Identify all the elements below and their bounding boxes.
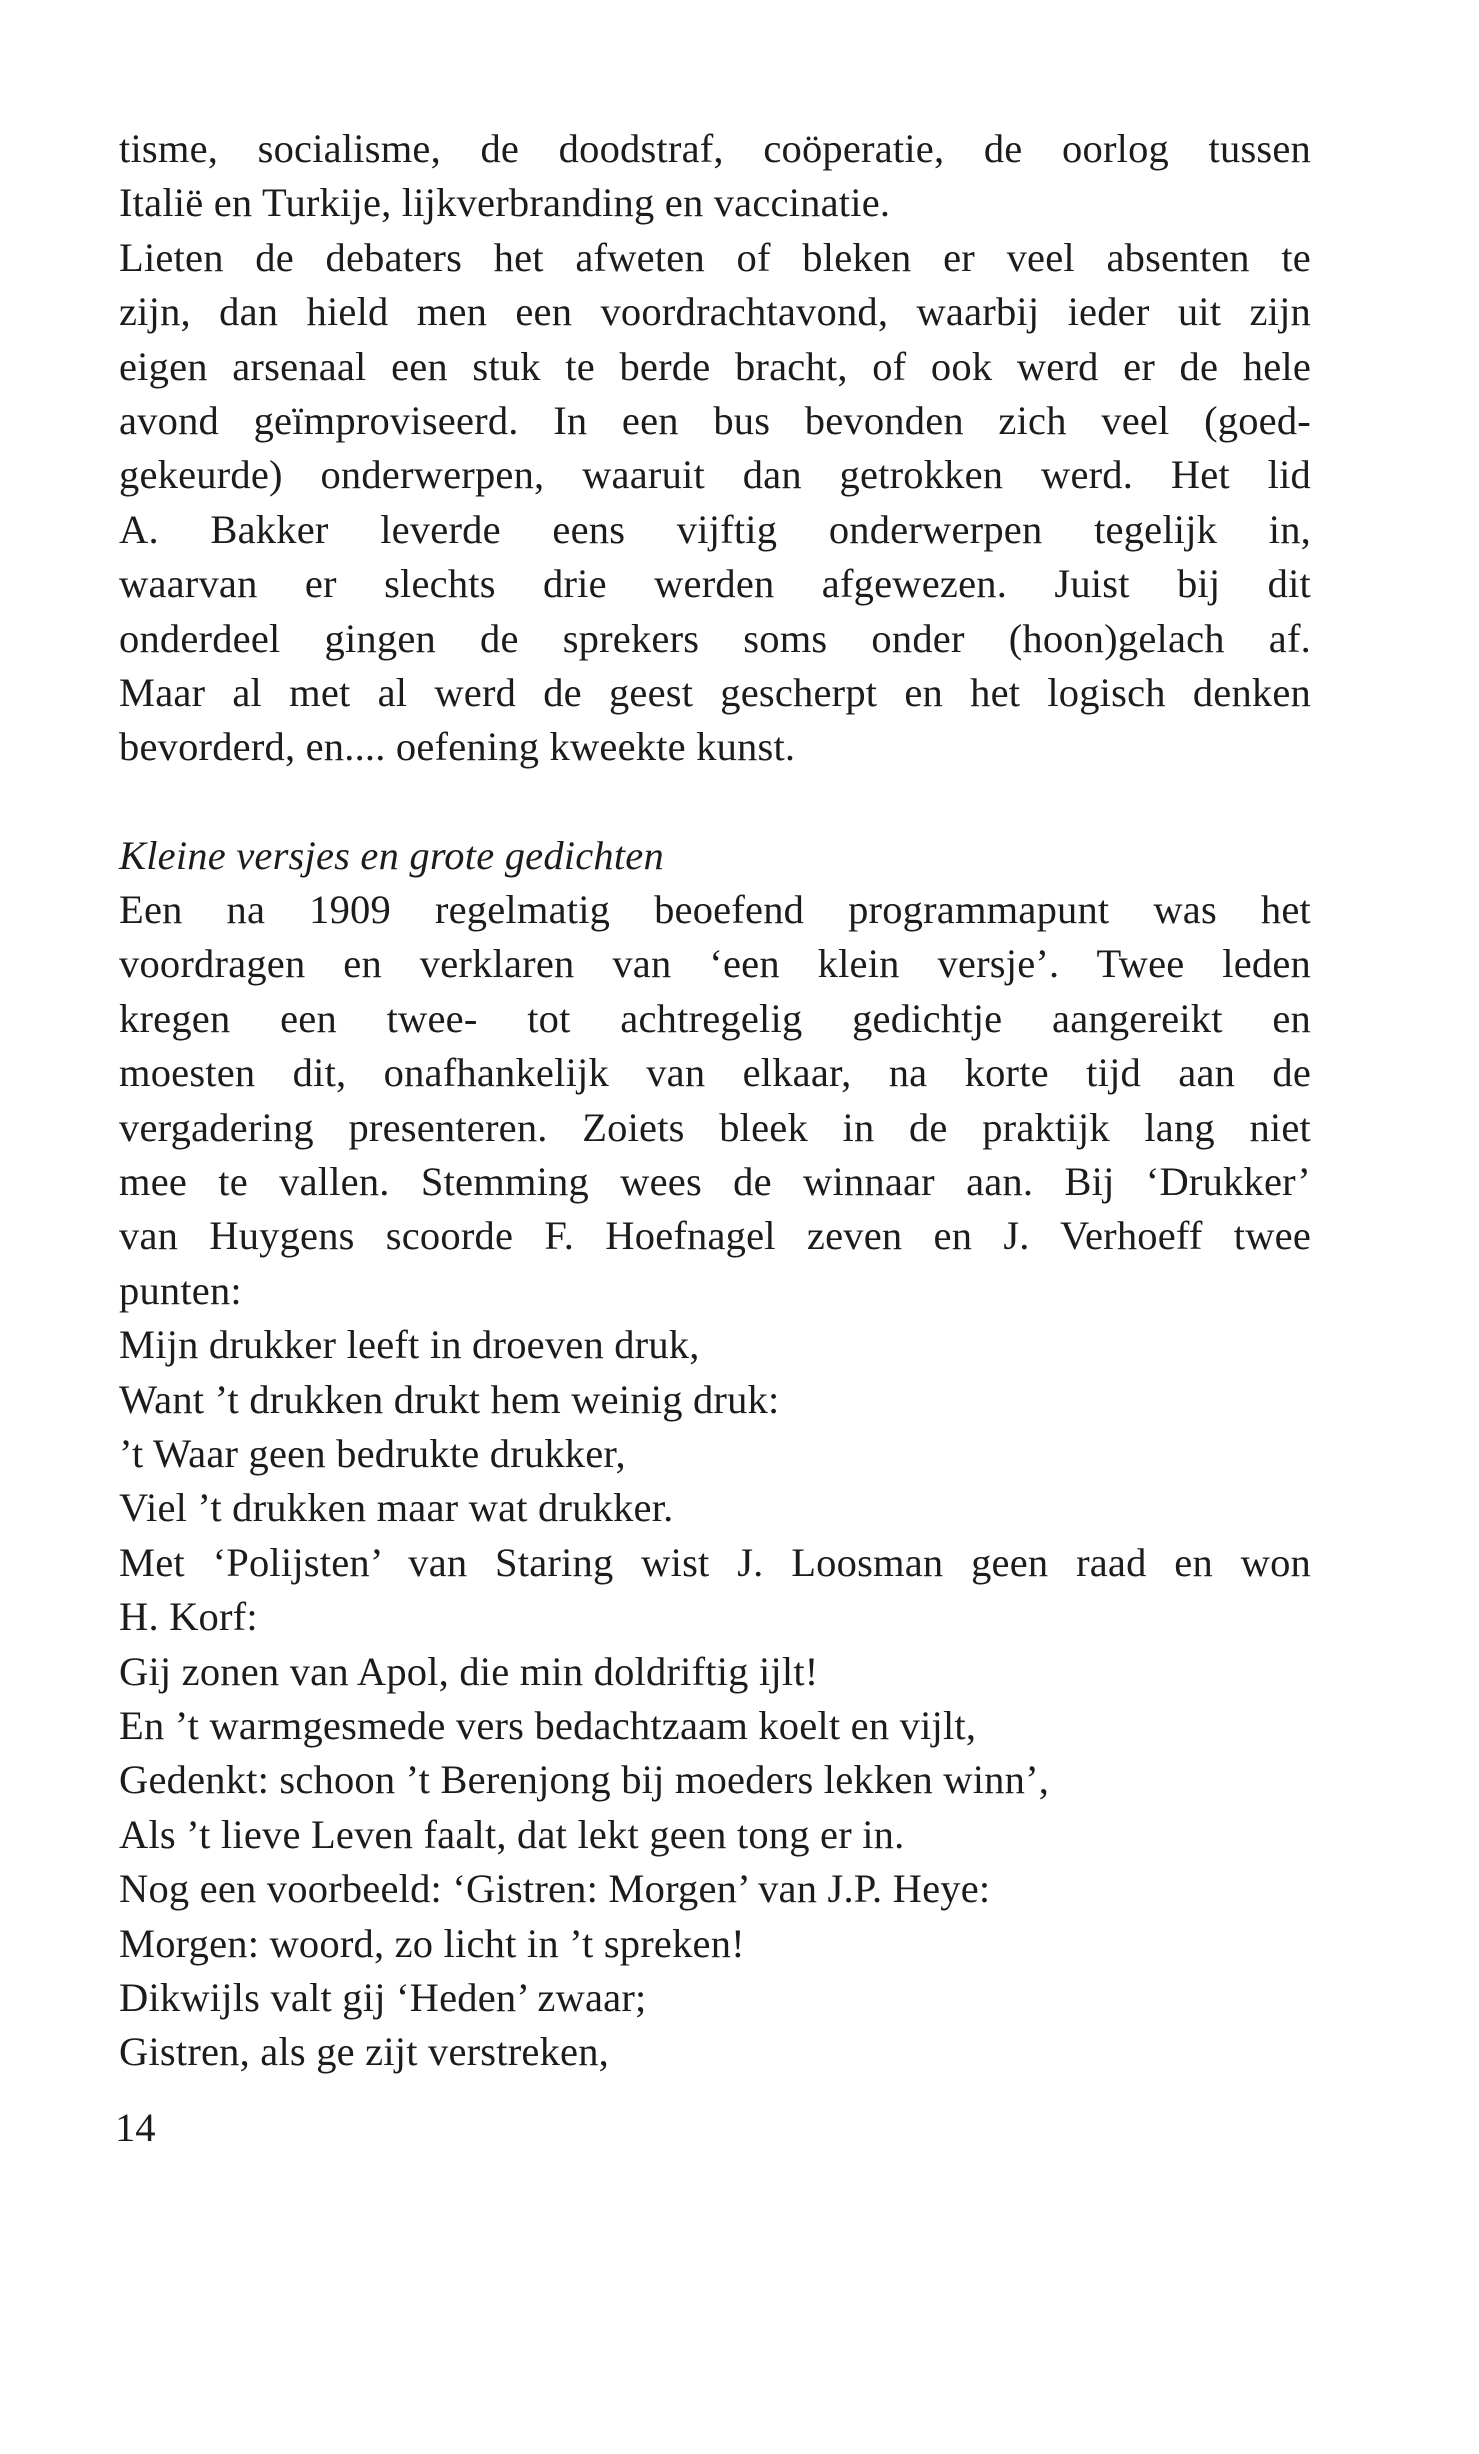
paragraph-small-verses [119,883,1311,1318]
paragraph-example [119,1862,1311,1916]
poem-line: Viel ’t drukken maar wat drukker. [119,1485,674,1531]
paragraph-polijsten [119,1536,1311,1645]
text-line: Met ‘Polijsten’ van Staring wist J. Loosman geen raad en won [119,1539,1311,1585]
text-line: A. Bakker leverde eens vijftig onderwerpen tegelijk in, [119,506,1311,552]
section-heading: Kleine versjes en grote gedichten [119,832,664,878]
poem-line: Morgen: woord, zo licht in ’t spreken! [119,1920,745,1966]
poem-drukker [119,1318,1311,1536]
text-line: H. Korf: [119,1594,258,1640]
text-line: vergadering presenteren. Zoiets bleek in de praktijk lang niet [119,1104,1311,1150]
text-line: punten: [119,1267,242,1313]
poem-gistren-morgen [119,1917,1311,2080]
text-line: avond geïmproviseerd. In een bus bevonden zich veel (goed- [119,397,1311,443]
text-line: onderdeel gingen de sprekers soms onder (hoon)gelach af. [119,615,1311,661]
poem-line: ’t Waar geen bedrukte drukker, [119,1430,626,1476]
text-line: eigen arsenaal een stuk te berde bracht, of ook werd er de hele [119,343,1311,389]
poem-line: Als ’t lieve Leven faalt, dat lekt geen tong er in. [119,1811,905,1857]
poem-line: En ’t warmgesmede vers bedachtzaam koelt en vijlt, [119,1702,977,1748]
poem-line: Gij zonen van Apol, die min doldriftig ijlt! [119,1648,819,1694]
text-line: Lieten de debaters het afweten of bleken er veel absenten te [119,234,1311,280]
text-line: Een na 1909 regelmatig beoefend programmapunt was het [119,887,1311,933]
page-number: 14 [115,2105,156,2150]
text-line: kregen een twee- tot achtregelig gedichtje aangereikt en [119,995,1311,1041]
poem-line: Dikwijls valt gij ‘Heden’ zwaar; [119,1974,647,2020]
page-text-block [119,122,1311,2080]
text-line: zijn, dan hield men een voordrachtavond, waarbij ieder uit zijn [119,289,1311,335]
poem-line: Mijn drukker leeft in droeven druk, [119,1322,700,1368]
text-line: mee te vallen. Stemming wees de winnaar aan. Bij ‘Drukker’ [119,1159,1311,1205]
text-line: waarvan er slechts drie werden afgewezen. Juist bij dit [119,561,1311,607]
text-line: bevorderd, en.... oefening kweekte kunst. [119,724,796,770]
poem-line: Gedenkt: schoon ’t Berenjong bij moeders lekken winn’, [119,1757,1050,1803]
text-line: Nog een voorbeeld: ‘Gistren: Morgen’ van J.P. Heye: [119,1866,991,1912]
poem-line: Gistren, als ge zijt verstreken, [119,2029,609,2075]
poem-line: Want ’t drukken drukt hem weinig druk: [119,1376,780,1422]
text-line: tisme, socialisme, de doodstraf, coöperatie, de oorlog tussen [119,126,1311,171]
text-line: van Huygens scoorde F. Hoefnagel zeven en J. Verhoeff twee [119,1213,1311,1259]
text-line: voordragen en verklaren van ‘een klein versje’. Twee leden [119,941,1311,987]
text-line: moesten dit, onafhankelijk van elkaar, na korte tijd aan de [119,1050,1311,1096]
paragraph-spacer [119,775,1311,829]
poem-polijsten [119,1645,1311,1863]
text-line: Maar al met al werd de geest gescherpt en het logisch denken [119,669,1311,715]
paragraph-debates [119,122,1311,775]
text-line: gekeurde) onderwerpen, waaruit dan getrokken werd. Het lid [119,452,1311,498]
text-line: Italië en Turkije, lijkverbranding en vaccinatie. [119,180,891,226]
